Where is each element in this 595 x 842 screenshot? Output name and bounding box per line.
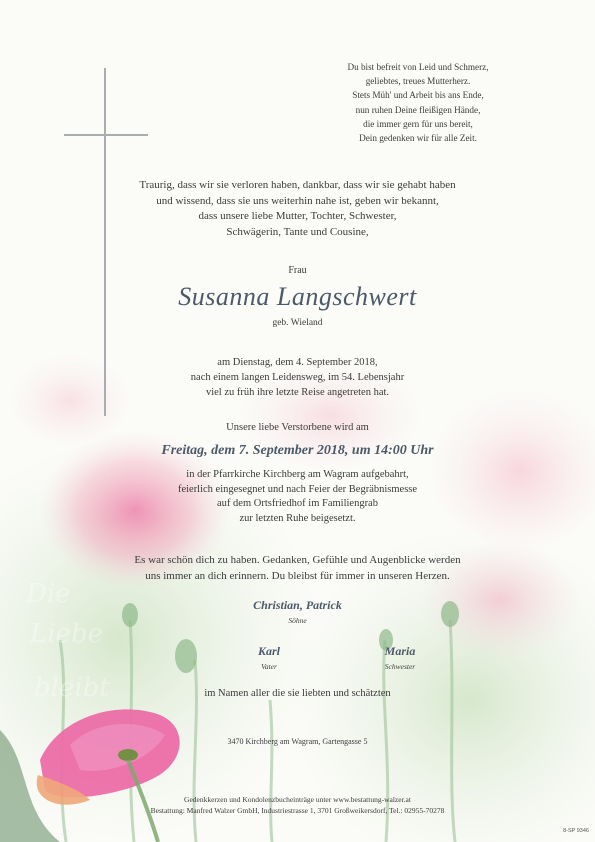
mourner-father-name: Karl [257,644,280,658]
death-notice [0,355,595,400]
burial-line: in der Pfarrkirche Kirchberg am Wagram aufgebahrt, [186,469,409,480]
funeral-home-footer [0,794,595,816]
watermark-word-1: Die [26,579,71,609]
death-notice-line: nach einem langen Leidensweg, im 54. Lebensjahr [190,372,405,383]
farewell-line: Es war schön dich zu haben. Gedanken, Gefühle und Augenblicke werden [134,554,461,566]
mourner-sister [345,644,455,671]
footer-line: Bestattung: Manfred Walzer GmbH, Industriestrasse 1, 3701 Großweikersdorf, Tel.: 02955-70278 [150,806,445,815]
poem-line: Stets Müh' und Arbeit bis ans Ende, [352,90,484,101]
poem-line: geliebtes, treues Mutterherz. [365,76,471,87]
burial-line: zur letzten Ruhe beigesetzt. [239,512,356,524]
burial-line: auf dem Ortsfriedhof im Familiengrab [217,498,378,509]
print-code: 8-SP 9346 [563,828,589,834]
cross-horizontal-bar [64,134,148,136]
birth-name: geb. Wieland [272,318,323,328]
funeral-intro: Unsere liebe Verstorbene wird am [226,422,369,433]
poem-line: Du bist befreit von Leid und Schmerz, [347,62,489,72]
closing-line: im Namen aller die sie liebten und schätzten [204,688,391,699]
funeral-date: Freitag, dem 7. September 2018, um 14:00 Uhr [161,443,434,458]
farewell-line: uns immer an dich erinnern. Du bleibst für immer in unseren Herzen. [145,570,450,582]
title-prefix: Frau [288,265,307,276]
announcement-intro [0,178,595,240]
intro-line: dass unsere liebe Mutter, Tochter, Schwester, [198,210,397,222]
death-notice-line: am Dienstag, dem 4. September 2018, [217,357,378,368]
intro-line: und wissend, dass sie uns weiterhin nahe ist, geben wir bekannt, [156,194,439,207]
mourner-sister-role: Schwester [384,662,416,671]
intro-line: Schwägerin, Tante und Cousine, [226,225,369,238]
deceased-name: Susanna Langschwert [178,282,417,311]
mourner-father [214,644,324,671]
mourner-sister-name: Maria [384,644,416,658]
poem-line: nun ruhen Deine fleißigen Hände, [355,104,481,115]
burial-details [0,468,595,526]
mourner-father-role: Vater [261,662,277,671]
memorial-poem [300,60,536,145]
watermark-word-2: Liebe [30,619,103,649]
farewell-message [0,552,595,584]
poem-line: Dein gedenken wir für alle Zeit. [359,133,477,144]
watermark-word-3: bleibt [34,673,110,703]
mourner-sons-name: Christian, Patrick [253,598,342,612]
mourner-sons-role: Söhne [288,616,307,625]
death-notice-line: viel zu früh ihre letzte Reise angetreten hat. [205,387,390,398]
burial-line: feierlich eingesegnet und nach Feier der Begräbnismesse [177,483,418,495]
family-address: 3470 Kirchberg am Wagram, Gartengasse 5 [227,737,368,746]
intro-line: Traurig, dass wir sie verloren haben, dankbar, dass wir sie gehabt haben [139,179,456,191]
footer-line: Gedenkkerzen und Kondolenzbucheinträge unter www.bestattung-walzer.at [184,795,411,804]
poem-line: die immer gern für uns bereit, [363,118,473,129]
